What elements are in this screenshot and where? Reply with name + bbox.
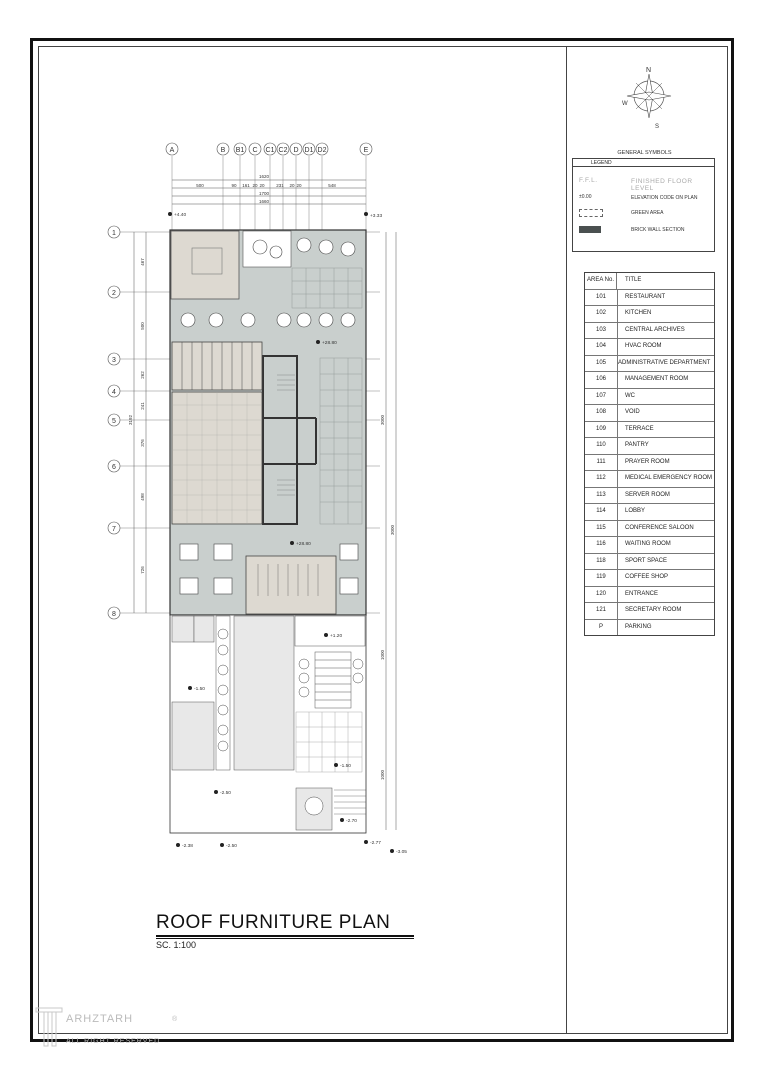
area-number: 107 <box>585 389 618 405</box>
level-bottom-left1: -2.38 <box>182 844 193 849</box>
area-number: 104 <box>585 339 618 355</box>
area-number: 106 <box>585 372 618 388</box>
area-number: 116 <box>585 537 618 553</box>
area-number: 105 <box>585 356 618 372</box>
area-title: HVAC ROOM <box>625 343 662 349</box>
dim-seg-7: 20 <box>289 183 295 188</box>
level-top-left: +4.40 <box>174 213 187 218</box>
area-table-row <box>585 405 714 422</box>
level-upper-roof: +28.80 <box>322 341 337 346</box>
area-table <box>584 272 715 636</box>
area-number: 119 <box>585 570 618 586</box>
legend-box <box>572 158 715 252</box>
ramp-tree <box>305 797 323 815</box>
level-top-right: +3.33 <box>370 214 383 219</box>
dim-right-low2: 1000 <box>380 769 385 781</box>
area-number: 111 <box>585 455 618 471</box>
dim-left-3: 262 <box>140 371 145 379</box>
dim-seg-3: 161 <box>242 183 250 188</box>
area-title: COFFEE SHOP <box>625 574 669 580</box>
dim-left-5: 376 <box>140 439 145 447</box>
col-label-b1: B1 <box>235 147 245 154</box>
row-label-2: 2 <box>112 290 116 297</box>
area-title: CENTRAL ARCHIVES <box>625 326 685 333</box>
watermark-registered: ® <box>172 1016 178 1023</box>
level-mid-roof: +28.80 <box>296 542 311 547</box>
area-table-row <box>585 603 714 620</box>
compass-n: N <box>646 67 652 74</box>
column-bubbles <box>166 143 372 155</box>
area-title: MANAGEMENT ROOM <box>625 376 689 382</box>
general-symbols-title: GENERAL SYMBOLS <box>617 150 672 156</box>
dim-left-total: 3192 <box>128 414 133 426</box>
legend-row-elevation <box>573 192 714 206</box>
plan-title: ROOF FURNITURE PLAN <box>156 912 391 933</box>
area-number: 103 <box>585 323 618 339</box>
dim-left-1: 467 <box>140 258 145 266</box>
dim-left-4: 241 <box>140 402 145 410</box>
roof-plan-drawing <box>100 130 520 860</box>
area-table-row <box>585 471 714 488</box>
compass-s: S <box>655 124 660 130</box>
dim-left-7: 726 <box>140 566 145 574</box>
level-lower-yard: -2.50 <box>220 791 231 796</box>
compass-w: W <box>622 101 628 107</box>
area-title: PANTRY <box>625 442 649 448</box>
left-dim-texts <box>128 258 145 574</box>
area-table-row <box>585 537 714 554</box>
top-segment-dims <box>196 183 336 188</box>
area-table-row <box>585 488 714 505</box>
area-table-row <box>585 521 714 538</box>
roof-terrace-pergola <box>171 231 239 299</box>
area-table-header <box>585 273 714 290</box>
area-title: SECRETARY ROOM <box>625 607 682 613</box>
area-number: 102 <box>585 306 618 322</box>
yard-hatch-left <box>172 616 194 642</box>
area-table-row <box>585 306 714 323</box>
area-title: VOID <box>625 409 640 415</box>
dim-left-6: 498 <box>140 493 145 501</box>
area-number: 112 <box>585 471 618 487</box>
area-number: 121 <box>585 603 618 619</box>
legend-green-symbol <box>579 209 603 217</box>
area-title: CONFERENCE SALOON <box>625 524 694 531</box>
plan-scale: SC. 1:100 <box>156 940 197 950</box>
area-header-no: AREA No. <box>585 273 617 289</box>
area-title: LOBBY <box>625 508 646 514</box>
area-title: SERVER ROOM <box>625 491 670 498</box>
area-table-row <box>585 356 714 373</box>
legend-ffl-symbol: F.F.L. <box>579 177 598 184</box>
legend-header: LEGEND <box>573 159 714 167</box>
area-table-row <box>585 339 714 356</box>
yard-hatch-lower-left <box>172 702 214 770</box>
yard-planter-circles <box>218 629 228 751</box>
legend-brick-symbol <box>579 226 601 233</box>
area-number: 109 <box>585 422 618 438</box>
area-number: 108 <box>585 405 618 421</box>
level-bottom-left2: -2.50 <box>226 844 237 849</box>
title-block-divider <box>566 46 567 1034</box>
area-number: 114 <box>585 504 618 520</box>
area-table-row <box>585 554 714 571</box>
area-table-row <box>585 570 714 587</box>
area-title: KITCHEN <box>625 310 652 316</box>
dim-top-mid: 1700 <box>258 191 270 196</box>
area-title: PARKING <box>625 623 652 630</box>
area-table-row <box>585 422 714 439</box>
dim-right-low1: 1000 <box>380 649 385 661</box>
watermark-name: ARHZTARH <box>66 1013 134 1025</box>
area-number: 113 <box>585 488 618 504</box>
legend-green-text: GREEN AREA <box>631 210 664 216</box>
area-table-row <box>585 389 714 406</box>
area-title: TERRACE <box>625 425 654 432</box>
level-stair-landing: +1.20 <box>330 634 343 639</box>
area-table-row <box>585 504 714 521</box>
dim-seg-2: 90 <box>231 183 237 188</box>
dim-seg-8: 20 <box>296 183 302 188</box>
dim-left-2: 500 <box>140 322 145 330</box>
area-title: RESTAURANT <box>625 293 666 300</box>
area-number: 115 <box>585 521 618 537</box>
col-label-d: D <box>293 147 299 154</box>
area-table-row <box>585 290 714 307</box>
col-label-b: B <box>220 147 226 154</box>
legend-brick-text: BRICK WALL SECTION <box>631 227 685 233</box>
area-title: ENTRANCE <box>625 590 659 597</box>
area-title: SPORT SPACE <box>625 557 668 564</box>
area-title: PRAYER ROOM <box>625 458 670 465</box>
skylight-upper <box>172 342 262 390</box>
row-label-8: 8 <box>112 611 116 618</box>
row-bubbles <box>108 226 120 619</box>
plan-title-underline-thin <box>156 938 414 939</box>
dim-seg-9: 548 <box>328 183 336 188</box>
watermark-subtitle: ALL RIGHT RESERVED <box>66 1038 161 1045</box>
legend-elevation-text: ELEVATION CODE ON PLAN <box>631 195 698 201</box>
level-bottom-right1: -2.77 <box>370 841 381 846</box>
dim-seg-1: 500 <box>196 183 204 188</box>
dim-seg-5: 20 <box>259 183 265 188</box>
col-label-c1: C1 <box>265 147 275 154</box>
north-arrow-icon <box>622 62 676 130</box>
col-label-e: E <box>363 147 369 154</box>
left-dimensions <box>134 232 146 613</box>
row-label-7: 7 <box>112 526 116 533</box>
level-yard-left: -1.50 <box>194 687 205 692</box>
area-table-row <box>585 372 714 389</box>
area-table-row <box>585 455 714 472</box>
area-title: WAITING ROOM <box>625 541 671 547</box>
area-table-row <box>585 438 714 455</box>
row-label-3: 3 <box>112 357 116 364</box>
level-bottom-right2: -3.05 <box>396 850 407 855</box>
dim-seg-6: 231 <box>276 183 284 188</box>
legend-elevation-symbol: ±0.00 <box>579 194 592 200</box>
dim-right-main: 3000 <box>380 414 385 426</box>
yard-hatch-mid <box>194 616 214 642</box>
col-label-c: C <box>252 147 258 154</box>
col-label-d2: D2 <box>317 147 327 154</box>
area-number: 118 <box>585 554 618 570</box>
area-header-title: TITLE <box>625 277 642 283</box>
row-label-6: 6 <box>112 464 116 471</box>
area-title: WC <box>625 392 635 399</box>
row-label-1: 1 <box>112 230 116 237</box>
dim-seg-4: 20 <box>252 183 258 188</box>
dim-top-total: 1620 <box>258 174 270 179</box>
col-label-c2: C2 <box>278 147 288 154</box>
area-number: 101 <box>585 290 618 306</box>
area-title: MEDICAL EMERGENCY ROOM <box>625 475 713 481</box>
dim-right-mid: 3000 <box>390 524 395 536</box>
yard-entrance-zone <box>295 616 365 646</box>
skylight-bottom <box>246 556 336 614</box>
legend-row-green <box>573 207 714 221</box>
col-label-a: A <box>169 147 175 154</box>
area-number: 120 <box>585 587 618 603</box>
level-yard-right: -1.50 <box>340 764 351 769</box>
legend-ffl-text: FINISHED FLOOR LEVEL <box>631 178 693 192</box>
area-number: 110 <box>585 438 618 454</box>
legend-row-brick <box>573 224 714 238</box>
plan-title-underline <box>156 935 414 937</box>
area-number: P <box>585 620 618 636</box>
right-dim-texts <box>380 414 395 780</box>
area-title: ADMINISTRATIVE DEPARTMENT <box>618 359 711 366</box>
legend-row-ffl <box>573 175 714 192</box>
row-label-4: 4 <box>112 389 116 396</box>
col-label-d1: D1 <box>304 147 314 154</box>
area-table-row <box>585 323 714 340</box>
dim-top-low: 1660 <box>258 199 270 204</box>
yard-hatch-right <box>234 616 294 770</box>
area-table-row <box>585 620 714 636</box>
level-ramp: -2.70 <box>346 819 357 824</box>
row-label-5: 5 <box>112 418 116 425</box>
area-table-row <box>585 587 714 604</box>
